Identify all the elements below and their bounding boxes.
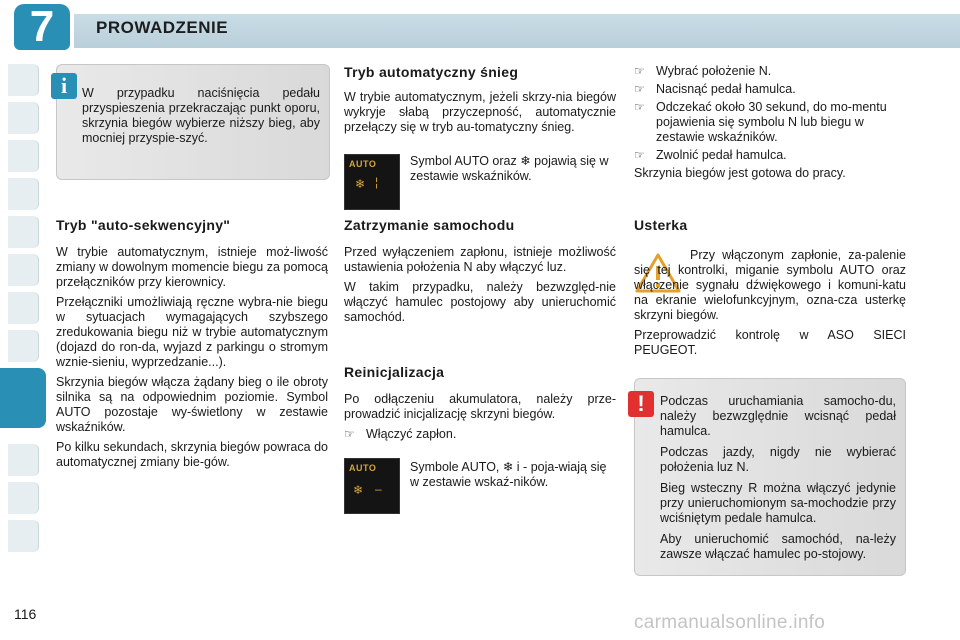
list-item: ☞ Wybrać położenie N. [634, 64, 772, 78]
list-item: ☞ Odczekać około 30 sekund, do mo-mentu pojawienia się symbolu N lub biegu w zestawie wskaźników. [634, 100, 887, 144]
sidebar-tab[interactable] [8, 330, 39, 362]
sidebar-tab[interactable] [8, 216, 39, 248]
section-heading: Tryb automatyczny śnieg [344, 64, 519, 80]
list-item: ☞ Nacisnąć pedał hamulca. [634, 82, 796, 96]
info-icon: i [51, 73, 77, 99]
exclamation-icon: ! [628, 391, 654, 417]
list-item: ☞ Włączyć zapłon. [344, 427, 457, 441]
section-stopping [344, 217, 616, 330]
section-heading: Tryb "auto-sekwencyjny" [56, 217, 231, 233]
auto-label: AUTO [349, 463, 377, 473]
sidebar-tab[interactable] [8, 102, 39, 134]
sidebar-tab[interactable] [8, 64, 39, 96]
symbol-reinit-text: Symbole AUTO, ❄ i - poja-wiają się w zestawie wskaź-ników. [410, 460, 607, 489]
indicator-snow-image [344, 154, 400, 210]
sidebar-tab[interactable] [8, 292, 39, 324]
pointing-hand-icon: ☞ [634, 148, 645, 162]
sidebar-tab[interactable] [8, 444, 39, 476]
section-fault [634, 217, 906, 233]
watermark: carmanualsonline.info [634, 612, 826, 633]
paragraph: Podczas uruchamiania samocho-du, należy bezwzględnie wcisnąć pedał hamulca. [660, 394, 896, 438]
gear-bar-icon: ¦ [375, 175, 379, 189]
paragraph: Skrzynia biegów włącza żądany bieg o ile obroty silnika są na odpowiednim poziomie. Symbol AUTO pozostaje wy-świetlony w zestawie wskaźników. [56, 375, 328, 434]
paragraph: Przy włączonym zapłonie, za-palenie się tej kontrolki, miganie symbolu AUTO oraz włączenie sygnału dźwiękowego i komuni-katu na ekranie wielofunkcyjnym, ozna-cza usterkę skrzyni biegów. [634, 248, 906, 322]
section-snow-mode [344, 64, 616, 140]
symbol-snow-text: Symbol AUTO oraz ❄ pojawią się w zestawie wskaźników. [410, 154, 609, 183]
sidebar-tab[interactable] [8, 140, 39, 172]
pointing-hand-icon: ☞ [634, 64, 645, 78]
paragraph: Przed wyłączeniem zapłonu, istnieje możliwość ustawienia położenia N aby włączyć luz. [344, 245, 616, 274]
steps-list [634, 64, 906, 181]
sidebar-tab[interactable] [8, 482, 39, 514]
paragraph: W trybie automatycznym, istnieje moż-liwość zmiany w dowolnym momencie biegu za pomocą przełączników przy kierownicy. [56, 245, 328, 289]
section-reinitialization [344, 364, 616, 445]
pointing-hand-icon: ☞ [344, 427, 355, 441]
sidebar-tab-active[interactable] [0, 368, 46, 428]
section-heading: Reinicjalizacja [344, 364, 445, 380]
info-text: W przypadku naciśnięcia pedału przyspieszenia przekraczając punkt oporu, skrzynia biegów wybierze niższy bieg, aby mocniej przyspie-szyć. [82, 86, 320, 145]
section-heading: Usterka [634, 217, 688, 233]
ready-text: Skrzynia biegów jest gotowa do pracy. [634, 166, 846, 180]
paragraph: Po kilku sekundach, skrzynia biegów powraca do automatycznej zmiany bie-gów. [56, 440, 328, 469]
paragraph: Po odłączeniu akumulatora, należy prze-prowadzić inicjalizację skrzyni biegów. [344, 392, 616, 421]
paragraph: W takim przypadku, należy bezwzględ-nie włączyć hamulec postojowy aby unieruchomić samochód. [344, 280, 616, 324]
section-heading: Zatrzymanie samochodu [344, 217, 515, 233]
section-auto-sequential [56, 217, 328, 475]
paragraph: Przeprowadzić kontrolę w ASO SIECI PEUGEOT. [634, 328, 906, 357]
indicator-reinit-image [344, 458, 400, 514]
sidebar-tab[interactable] [8, 520, 39, 552]
dash-icon: – [375, 482, 382, 496]
paragraph: Podczas jazdy, nigdy nie wybierać położenia luz N. [660, 445, 896, 474]
snowflake-icon: ❄ [355, 177, 366, 191]
pointing-hand-icon: ☞ [634, 100, 645, 114]
page-number: 116 [14, 606, 37, 622]
chapter-number: 7 [29, 2, 55, 51]
paragraph: Przełączniki umożliwiają ręczne wybra-nie biegu w sytuacjach wymagających szybszego zredukowania biegu niż w trybie automatycznym (dojazd do ron-da, wyjazd z parkingu o stromym wznie-sieniu, wyprzedzanie...). [56, 295, 328, 369]
pointing-hand-icon: ☞ [634, 82, 645, 96]
sidebar-tab[interactable] [8, 178, 39, 210]
paragraph: Aby unieruchomić samochód, na-leży zawsze włączać hamulec po-stojowy. [660, 532, 896, 561]
paragraph: W trybie automatycznym, jeżeli skrzy-nia biegów wykryje słabą przyczepność, automatycznie przełączy się w tryb au-tomatyczny śnieg. [344, 90, 616, 134]
paragraph: Bieg wsteczny R można włączyć jedynie przy unieruchomionym sa-mochodzie przy wciśniętym pedale hamulca. [660, 481, 896, 525]
chapter-title: PROWADZENIE [96, 18, 229, 37]
list-item: ☞ Zwolnić pedał hamulca. [634, 148, 787, 162]
snowflake-icon: ❄ [353, 483, 364, 497]
sidebar-tab[interactable] [8, 254, 39, 286]
sidebar-tabs [0, 60, 46, 570]
fault-text [634, 248, 906, 363]
auto-label: AUTO [349, 159, 377, 169]
warning-text [660, 394, 896, 568]
